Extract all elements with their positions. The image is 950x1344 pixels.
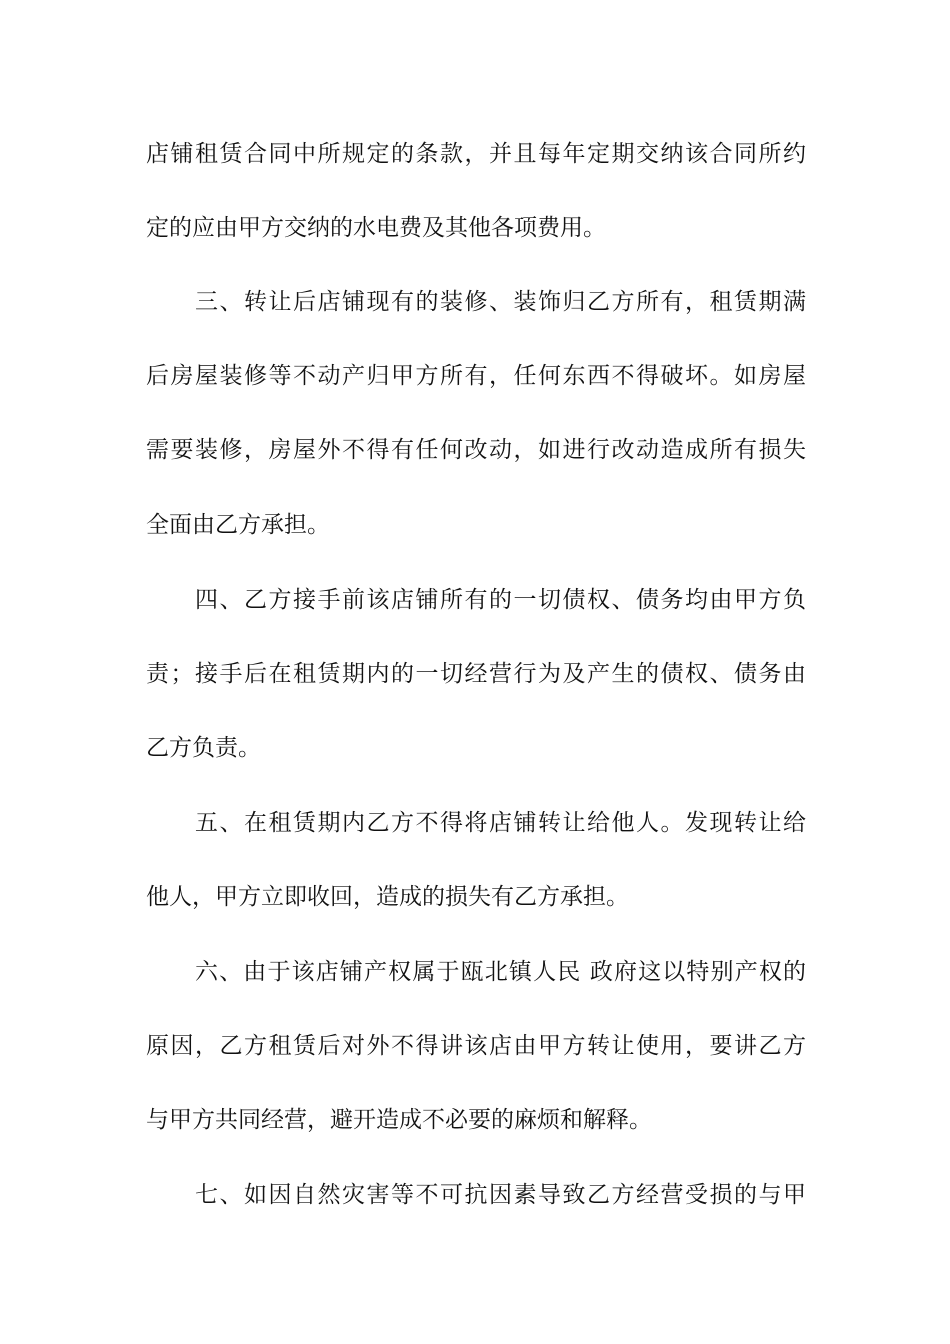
clause-7-first-line: 七、如因自然灾害等不可抗因素导致乙方经营受损的与甲 (195, 1182, 806, 1208)
clause-6-first-line: 六、由于该店铺产权属于瓯北镇人民 政府这以特别产权的 (195, 959, 806, 985)
clause-4-first-line: 四、乙方接手前该店铺所有的一切债权、债务均由甲方负 (195, 587, 806, 613)
text-line: 需要装修，房屋外不得有任何改动，如进行改动造成所有损失 (146, 437, 806, 463)
text-line: 店铺租赁合同中所规定的条款，并且每年定期交纳该合同所约 (146, 141, 806, 167)
text-line: 全面由乙方承担。 (146, 512, 330, 538)
text-line: 原因，乙方租赁后对外不得讲该店由甲方转让使用，要讲乙方 (146, 1033, 806, 1059)
clause-5-first-line: 五、在租赁期内乙方不得将店铺转让给他人。发现转让给 (195, 810, 806, 836)
text-line: 与甲方共同经营，避开造成不必要的麻烦和解释。 (146, 1107, 652, 1133)
text-line: 后房屋装修等不动产归甲方所有，任何东西不得破坏。如房屋 (146, 363, 806, 389)
text-line: 责；接手后在租赁期内的一切经营行为及产生的债权、债务由 (146, 661, 806, 687)
text-line: 乙方负责。 (146, 735, 261, 761)
text-line: 他人，甲方立即收回，造成的损失有乙方承担。 (146, 884, 629, 910)
clause-3-first-line: 三、转让后店铺现有的装修、装饰归乙方所有，租赁期满 (195, 289, 806, 315)
text-line: 定的应由甲方交纳的水电费及其他各项费用。 (146, 215, 606, 241)
